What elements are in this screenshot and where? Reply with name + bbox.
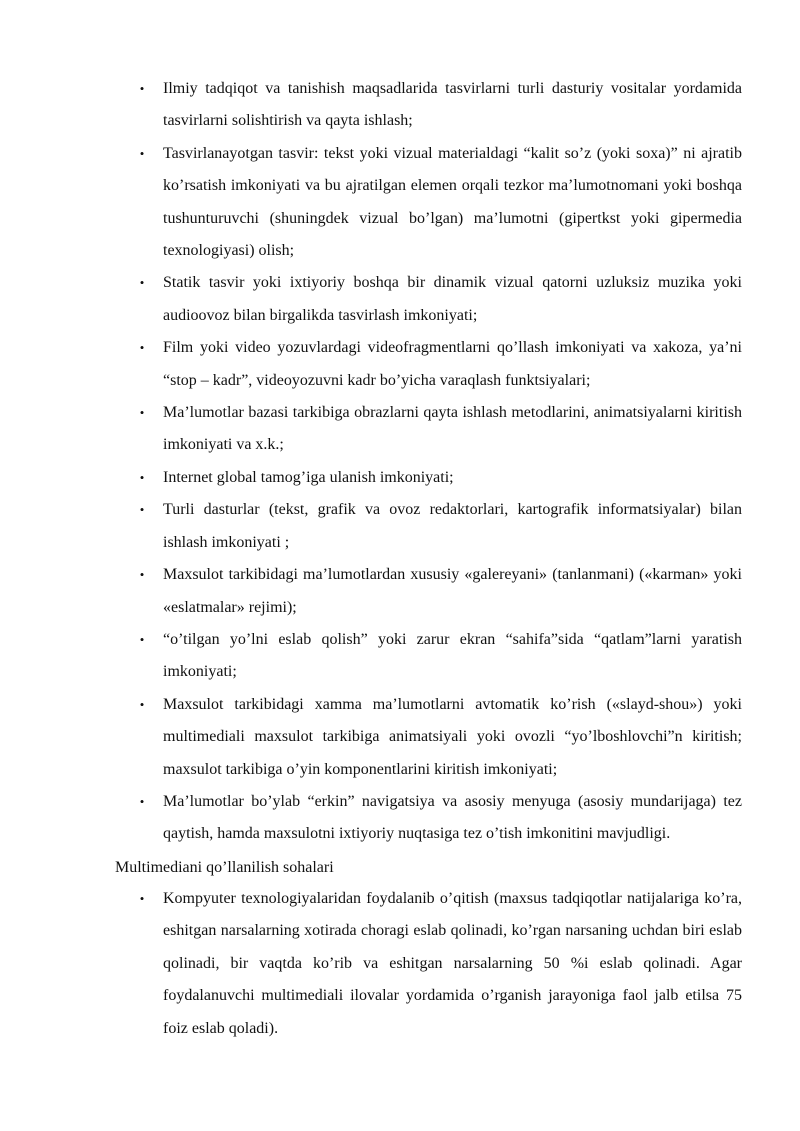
list-item [0, 786, 800, 851]
list-item [0, 397, 800, 462]
list-item-text: Maxsulot tarkibidagi xamma ma’lumotlarni avtomatik ko’rish («slayd-shou») yoki multimediali maxsulot tarkibiga animatsiyali yoki ovozli “yo’lboshlovchi”n kiritish; maxsulot tarkibiga o’yin komponentlarini kiritish imkoniyati; [163, 695, 742, 778]
bullet-icon: • [139, 405, 145, 421]
bullet-icon: • [139, 275, 145, 291]
list-item-text: Ilmiy tadqiqot va tanishish maqsadlarida tasvirlarni turli dasturiy vositalar yordamida tasvirlarni solishtirish va qayta ishlash; [163, 80, 742, 130]
bullet-icon: • [139, 793, 145, 809]
bullet-icon: • [139, 891, 145, 906]
list-item-text: “o’tilgan yo’lni eslab qolish” yoki zarur ekran “sahifa”sida “qatlam”larni yaratish imkoniyati; [163, 630, 742, 681]
list-item-text: Ma’lumotlar bo’ylab “erkin” navigatsiya va asosiy menyuga (asosiy mundarijaga) tez qaytish, hamda maxsulotni ixtiyoriy nuqtasiga tez o’tish imkonitini mavjudligi. [163, 792, 742, 843]
bullet-icon: • [139, 81, 145, 96]
list-item [0, 73, 800, 138]
list-item-text: Film yoki video yozuvlardagi videofragmentlarni qo’llash imkoniyati va xakoza, ya’ni “stop – kadr”, videoyozuvni kadr bo’yicha varaqlash funktsiyalari; [163, 339, 742, 389]
list-item [0, 462, 800, 494]
bullet-icon: • [139, 145, 145, 161]
bullet-icon: • [139, 469, 145, 485]
list-item-text: Statik tasvir yoki ixtiyoriy boshqa bir dinamik vizual qatorni uzluksiz muzika yoki audioovoz bilan birgalikda tasvirlash imkoniyati; [163, 274, 742, 324]
list-item [0, 138, 800, 268]
application-areas-list [0, 883, 800, 1045]
list-item [0, 559, 800, 624]
list-item-text: Maxsulot tarkibidagi ma’lumotlardan xususiy «galereyani» (tanlanmani) («karman» yoki «eslatmalar» rejimi); [163, 566, 742, 616]
list-item-text: Tasvirlanayotgan tasvir: tekst yoki vizual materialdagi “kalit so’z (yoki soxa)” ni ajratib ko’rsatish imkoniyati va bu ajratilgan elemen orqali tezkor ma’lumotnomani yoki boshqa tushunturuvchi (shuningdek vizual bo’lgan) ma’lumotni (gipertkst yoki gipermedia texnologiyasi) olish; [163, 144, 742, 260]
list-item-text: Ma’lumotlar bazasi tarkibiga obrazlarni qayta ishlash metodlarini, animatsiyalarni kiritish imkoniyati va x.k.; [163, 404, 742, 454]
list-item-text: Kompyuter texnologiyalaridan foydalanib o’qitish (maxsus tadqiqotlar natijalariga ko’ra, eshitgan narsalarning xotirada choragi eslab qolinadi, ko’rgan narsaning uchdan biri eslab qolinadi, bir vaqtda ko’rib va eshitgan narsalarning 50 %i eslab qolinadi. Agar foydalanuvchi multimediali ilovalar yordamida o’rganish jarayoniga faol jalb etilsa 75 foiz eslab qoladi). [163, 890, 742, 1037]
list-item [0, 332, 800, 397]
section-heading: Multimediani qo’llanilish sohalari [115, 859, 334, 876]
list-item [0, 267, 800, 332]
bullet-icon: • [139, 567, 145, 583]
bullet-icon: • [139, 340, 145, 356]
list-item-text: Internet global tamog’iga ulanish imkoniyati; [163, 468, 454, 486]
bullet-icon: • [139, 502, 145, 518]
bullet-icon: • [139, 631, 145, 647]
list-item [0, 689, 800, 786]
list-item [0, 624, 800, 689]
bullet-icon: • [139, 696, 145, 712]
features-list [0, 73, 800, 851]
list-item-text: Turli dasturlar (tekst, grafik va ovoz redaktorlari, kartografik informatsiyalar) bilan ishlash imkoniyati ; [163, 501, 742, 551]
list-item [0, 494, 800, 559]
list-item [0, 883, 800, 1045]
